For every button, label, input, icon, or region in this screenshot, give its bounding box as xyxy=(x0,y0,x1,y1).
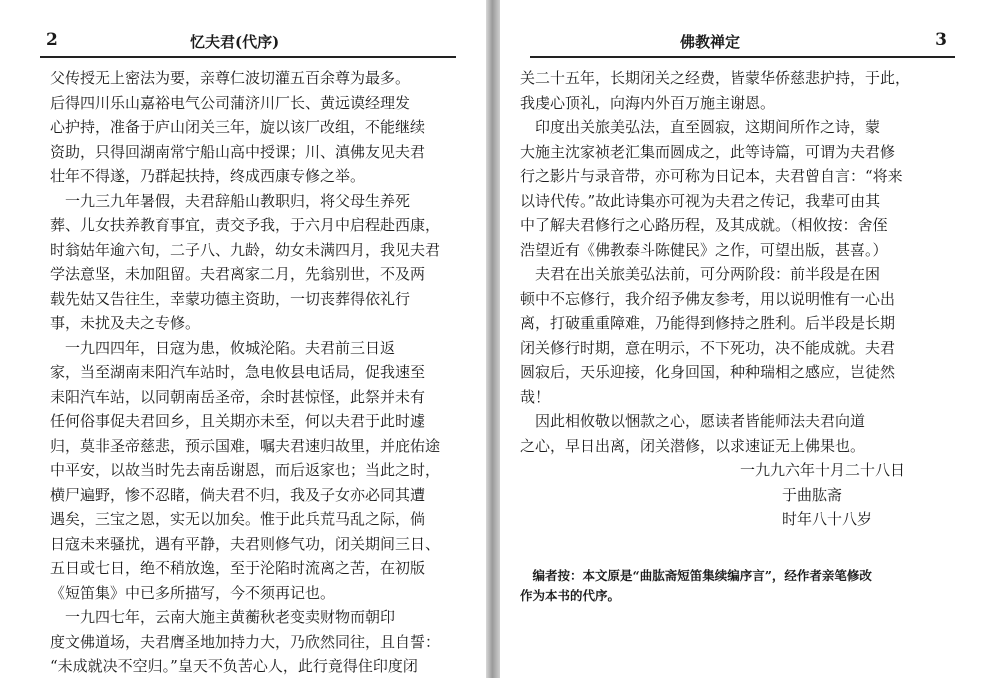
left-page-number: 2 xyxy=(46,30,58,50)
text-line: 圆寂后，天乐迎接，化身回国，种种瑞相之感应，岂徒然 xyxy=(520,363,896,381)
text-line: 浩望近有《佛教泰斗陈健民》之作，可望出版，甚喜。） xyxy=(520,240,888,259)
text-line: 父传授无上密法为要，亲尊仁波切灌五百余尊为最多。 xyxy=(50,69,411,87)
text-line: 壮年不得遂，乃群起扶持，终成西康专修之举。 xyxy=(50,167,366,185)
text-line: 顿中不忘修行，我介绍予佛友参考，用以说明惟有一心出 xyxy=(520,289,896,308)
editor-note-line: 作为本书的代序。 xyxy=(520,588,621,603)
signature-age: 时年八十八岁 xyxy=(782,510,873,528)
text-line: 事，未扰及夫之专修。 xyxy=(50,314,201,332)
text-line: 以诗代传。”故此诗集亦可视为夫君之传记，我辈可由其 xyxy=(520,191,881,210)
text-line: 一九四七年，云南大施主黄蘅秋老变卖财物而朝印 xyxy=(50,608,396,626)
text-line: 哉！ xyxy=(520,387,551,406)
text-line: 学法意坚，未加阻留。夫君离家二月，先翁别世，不及两 xyxy=(50,265,426,283)
text-line: 一九三九年暑假，夫君辞船山教职归，将父母生养死 xyxy=(50,191,411,210)
text-line: 《短笛集》中已多所描写，今不须再记也。 xyxy=(50,583,336,602)
text-line: 资助，只得回湖南常宁船山高中授课；川、滇佛友见夫君 xyxy=(50,142,426,161)
left-page-header-title: 忆夫君(代序) xyxy=(190,33,280,51)
text-line: 遇矣，三宝之恩，实无以加矣。惟于此兵荒马乱之际，倘 xyxy=(50,510,426,528)
right-header-rule xyxy=(530,56,955,58)
text-line: 日寇未来骚扰，遇有平静，夫君则修气功，闭关期间三日、 xyxy=(50,534,441,553)
text-line: 大施主沈家祯老汇集而圆成之，此等诗篇，可谓为夫君修 xyxy=(520,142,896,161)
text-line: 我虔心顶礼，向海内外百万施主谢恩。 xyxy=(520,93,776,112)
text-line: 行之影片与录音带，亦可称为日记本，夫君曾自言：“将来 xyxy=(520,167,903,185)
right-page-header-title: 佛教禅定 xyxy=(680,33,741,51)
text-line: 载先姑又告往生，幸蒙功德主资助，一切丧葬得依礼行 xyxy=(50,289,411,308)
text-line: 归，莫非圣帝慈悲，预示国难，嘱夫君速归故里，并庇佑途 xyxy=(50,436,441,455)
text-line: 时翁姑年逾六旬，二子八、九龄，幼女未满四月，我见夫君 xyxy=(50,240,441,259)
text-line: 后得四川乐山嘉裕电气公司蒲济川厂长、黄远谟经理发 xyxy=(50,93,411,112)
text-line: 度文佛道场，夫君膺圣地加持力大，乃欣然同往，且自誓： xyxy=(50,632,441,651)
book-gutter xyxy=(486,0,500,678)
text-line: 葬、儿女扶养教育事宜，责交予我，于六月中启程赴西康， xyxy=(50,216,441,234)
text-line: 家，当至湖南耒阳汽车站时，急电攸县电话局，促我速至 xyxy=(50,363,426,381)
editor-note-line: 编者按：本文原是“曲肱斋短笛集续编序言”，经作者亲笔修改 xyxy=(520,568,872,583)
text-line: “未成就决不空归。”皇天不负苦心人，此行竟得住印度闭 xyxy=(50,657,418,675)
text-line: 印度出关旅美弘法，直至圆寂，这期间所作之诗，蒙 xyxy=(520,118,881,136)
left-page xyxy=(0,0,486,678)
signature-name: 于曲肱斋 xyxy=(782,485,843,504)
text-line: 五日或七日，绝不稍放逸，至于沦陷时流离之苦，在初版 xyxy=(50,559,426,577)
text-line: 任何俗事促夫君回乡，且关期亦未至，何以夫君于此时遽 xyxy=(50,412,426,430)
left-header-rule xyxy=(40,56,456,58)
signature-date: 一九九六年十月二十八日 xyxy=(740,461,906,479)
left-page-body xyxy=(50,66,460,679)
text-line: 耒阳汽车站，以同朝南岳圣帝，余时甚惊怪，此祭并未有 xyxy=(50,387,426,406)
text-line: 因此相攸敬以悃款之心，愿读者皆能师法夫君向道 xyxy=(520,412,866,430)
right-page-body xyxy=(520,66,960,532)
text-line: 夫君在出关旅美弘法前，可分两阶段：前半段是在困 xyxy=(520,265,881,283)
editor-note xyxy=(520,566,960,606)
text-line: 中平安，以故当时先去南岳谢恩，而后返家也；当此之时， xyxy=(50,461,441,479)
left-page-header xyxy=(40,30,456,54)
text-line: 关二十五年，长期闭关之经费，皆蒙华侨慈悲护持，于此， xyxy=(520,69,911,87)
right-page-header xyxy=(530,30,955,54)
text-line: 之心，早日出离，闭关潜修，以求速证无上佛果也。 xyxy=(520,436,866,455)
text-line: 横尸遍野，惨不忍睹，倘夫君不归，我及子女亦必同其遭 xyxy=(50,485,426,504)
text-line: 一九四四年，日寇为患，攸城沦陷。夫君前三日返 xyxy=(50,338,396,357)
right-page xyxy=(500,0,995,678)
text-line: 离，打破重重障难，乃能得到修持之胜利。后半段是长期 xyxy=(520,314,896,332)
text-line: 心护持，准备于庐山闭关三年，旋以该厂改组，不能继续 xyxy=(50,118,426,136)
text-line: 闭关修行时期，意在明示，不下死功，决不能成就。夫君 xyxy=(520,338,896,357)
right-body-lines xyxy=(520,66,960,458)
right-page-number: 3 xyxy=(935,30,947,50)
text-line: 中了解夫君修行之心路历程，及其成就。（相攸按：舍侄 xyxy=(520,216,888,234)
